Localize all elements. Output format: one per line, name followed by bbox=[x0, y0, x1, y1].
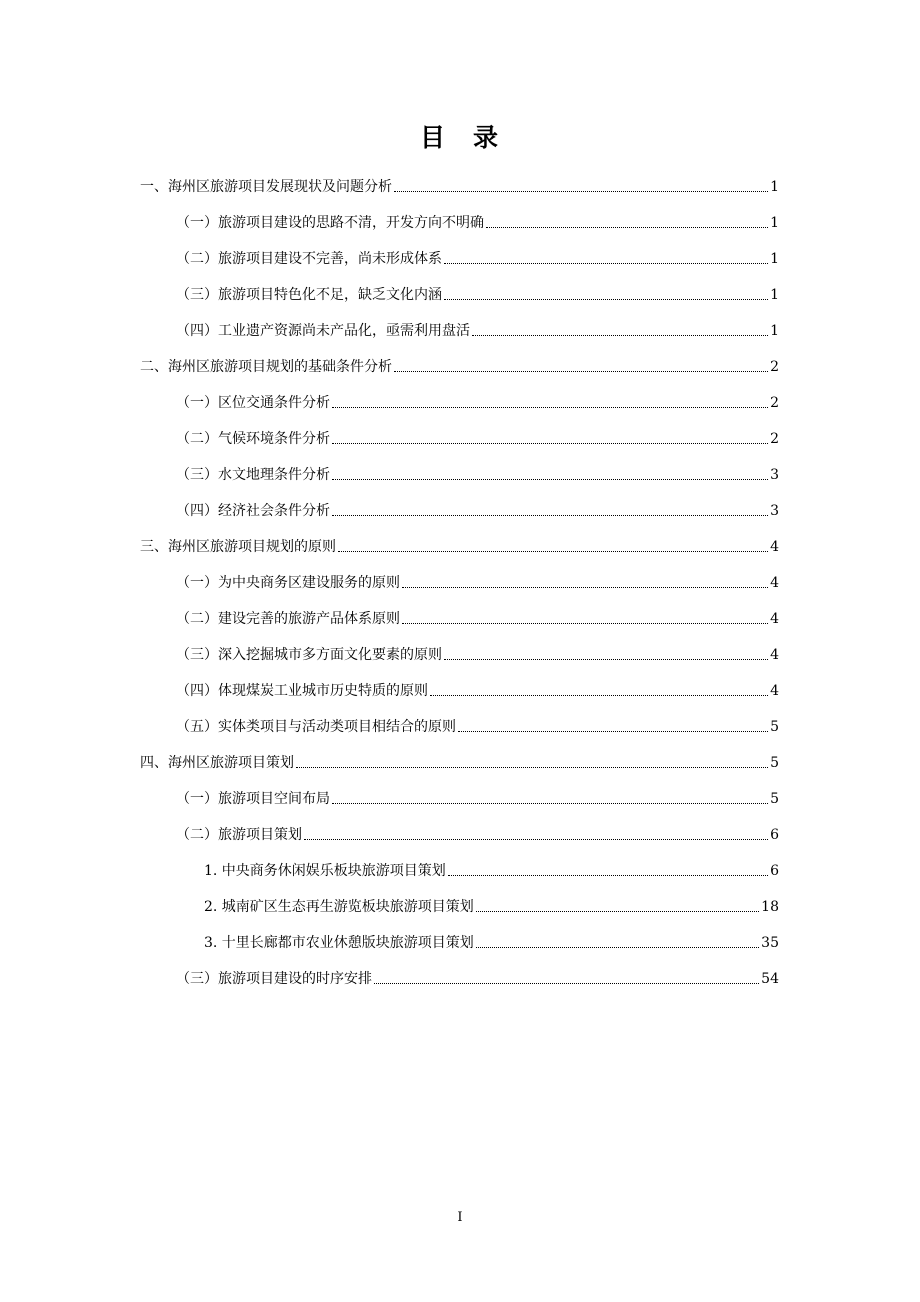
toc-entry[interactable] bbox=[176, 818, 779, 844]
toc-entry-label: 三、海州区旅游项目规划的原则 bbox=[140, 539, 336, 555]
toc-entry-label: （一）为中央商务区建设服务的原则 bbox=[176, 575, 400, 591]
toc-entry[interactable] bbox=[176, 242, 779, 268]
toc-entry-page: 54 bbox=[761, 971, 779, 987]
toc-entry-page: 2 bbox=[770, 395, 779, 411]
toc-title bbox=[0, 118, 920, 154]
toc-entry-page: 6 bbox=[770, 827, 779, 843]
page-number-footer: I bbox=[457, 1210, 463, 1225]
toc-entry[interactable] bbox=[176, 962, 779, 988]
toc-entry-page: 1 bbox=[770, 323, 779, 339]
toc-entry-page: 35 bbox=[761, 935, 779, 951]
toc-entry-page: 2 bbox=[770, 431, 779, 447]
toc-entry[interactable] bbox=[204, 854, 779, 880]
toc-entry[interactable] bbox=[176, 494, 779, 520]
toc-entry-page: 5 bbox=[770, 791, 779, 807]
toc-entry-page: 5 bbox=[770, 719, 779, 735]
toc-dot-leader bbox=[332, 443, 768, 444]
toc-entry-page: 5 bbox=[770, 755, 779, 771]
toc-entry[interactable] bbox=[204, 926, 779, 952]
toc-dot-leader bbox=[296, 767, 768, 768]
toc-entry-page: 4 bbox=[770, 575, 779, 591]
toc-entry-label: （三）旅游项目建设的时序安排 bbox=[176, 971, 372, 987]
toc-dot-leader bbox=[394, 191, 768, 192]
toc-entry-label: （三）深入挖掘城市多方面文化要素的原则 bbox=[176, 647, 442, 663]
toc-dot-leader bbox=[332, 479, 768, 480]
toc-entry-label: （三）水文地理条件分析 bbox=[176, 467, 330, 483]
toc-entry-page: 3 bbox=[770, 503, 779, 519]
toc-entry-label: （一）旅游项目建设的思路不清，开发方向不明确 bbox=[176, 215, 484, 231]
toc-dot-leader bbox=[458, 731, 768, 732]
toc-title-char-1: 目 bbox=[419, 123, 447, 152]
toc-entry-page: 4 bbox=[770, 647, 779, 663]
toc-entry[interactable] bbox=[140, 170, 779, 196]
toc-entry-page: 4 bbox=[770, 683, 779, 699]
toc-dot-leader bbox=[332, 803, 768, 804]
toc-entry-page: 1 bbox=[770, 179, 779, 195]
toc-dot-leader bbox=[338, 551, 768, 552]
toc-dot-leader bbox=[476, 911, 759, 912]
toc-dot-leader bbox=[430, 695, 768, 696]
toc-entry-label: （二）旅游项目建设不完善，尚未形成体系 bbox=[176, 251, 442, 267]
toc-dot-leader bbox=[332, 515, 768, 516]
toc-entry[interactable] bbox=[140, 530, 779, 556]
toc-entry-label: （一）旅游项目空间布局 bbox=[176, 791, 330, 807]
toc-entry-label: 一、海州区旅游项目发展现状及问题分析 bbox=[140, 179, 392, 195]
toc-entry[interactable] bbox=[176, 638, 779, 664]
toc-entry-label: 二、海州区旅游项目规划的基础条件分析 bbox=[140, 359, 392, 375]
toc-entry[interactable] bbox=[140, 746, 779, 772]
toc-entry[interactable] bbox=[176, 566, 779, 592]
toc-dot-leader bbox=[374, 983, 759, 984]
toc-entry-label: （三）旅游项目特色化不足，缺乏文化内涵 bbox=[176, 287, 442, 303]
toc-dot-leader bbox=[402, 587, 768, 588]
toc-dot-leader bbox=[402, 623, 768, 624]
toc-entry-page: 4 bbox=[770, 539, 779, 555]
toc-dot-leader bbox=[444, 299, 768, 300]
toc-entry-label: （一）区位交通条件分析 bbox=[176, 395, 330, 411]
toc-dot-leader bbox=[444, 659, 768, 660]
toc-entry-label: （二）旅游项目策划 bbox=[176, 827, 302, 843]
toc-dot-leader bbox=[444, 263, 768, 264]
toc-entry-label: 2. 城南矿区生态再生游览板块旅游项目策划 bbox=[204, 899, 474, 915]
toc-entry-label: （四）体现煤炭工业城市历史特质的原则 bbox=[176, 683, 428, 699]
toc-dot-leader bbox=[472, 335, 768, 336]
toc-entry[interactable] bbox=[176, 314, 779, 340]
toc-entry-page: 1 bbox=[770, 287, 779, 303]
toc-entry-label: （二）建设完善的旅游产品体系原则 bbox=[176, 611, 400, 627]
toc-entry-label: （五）实体类项目与活动类项目相结合的原则 bbox=[176, 719, 456, 735]
toc-entry[interactable] bbox=[176, 278, 779, 304]
toc-entry-page: 6 bbox=[770, 863, 779, 879]
toc-entry-label: 四、海州区旅游项目策划 bbox=[140, 755, 294, 771]
toc-dot-leader bbox=[332, 407, 768, 408]
toc-entry-label: （二）气候环境条件分析 bbox=[176, 431, 330, 447]
toc-entry-label: 1. 中央商务休闲娱乐板块旅游项目策划 bbox=[204, 863, 446, 879]
toc-entry[interactable] bbox=[176, 422, 779, 448]
toc-dot-leader bbox=[486, 227, 768, 228]
toc-entry[interactable] bbox=[176, 710, 779, 736]
toc-entry-page: 3 bbox=[770, 467, 779, 483]
toc-dot-leader bbox=[304, 839, 768, 840]
toc-dot-leader bbox=[448, 875, 768, 876]
toc-entry[interactable] bbox=[176, 206, 779, 232]
toc-entry[interactable] bbox=[176, 386, 779, 412]
toc-entry-page: 1 bbox=[770, 215, 779, 231]
toc-title-char-2: 录 bbox=[473, 123, 501, 152]
toc-dot-leader bbox=[476, 947, 759, 948]
toc-entry-label: 3. 十里长廊都市农业休憩版块旅游项目策划 bbox=[204, 935, 474, 951]
toc-entry[interactable] bbox=[176, 458, 779, 484]
toc-entry[interactable] bbox=[204, 890, 779, 916]
toc-entry-page: 1 bbox=[770, 251, 779, 267]
toc-entry[interactable] bbox=[140, 350, 779, 376]
toc-dot-leader bbox=[394, 371, 768, 372]
toc-entry-label: （四）经济社会条件分析 bbox=[176, 503, 330, 519]
toc-entry-page: 2 bbox=[770, 359, 779, 375]
toc-entry[interactable] bbox=[176, 674, 779, 700]
toc-entry[interactable] bbox=[176, 602, 779, 628]
toc-entry-page: 4 bbox=[770, 611, 779, 627]
toc-entry[interactable] bbox=[176, 782, 779, 808]
toc-entry-label: （四）工业遗产资源尚未产品化，亟需利用盘活 bbox=[176, 323, 470, 339]
toc-entry-page: 18 bbox=[761, 899, 779, 915]
